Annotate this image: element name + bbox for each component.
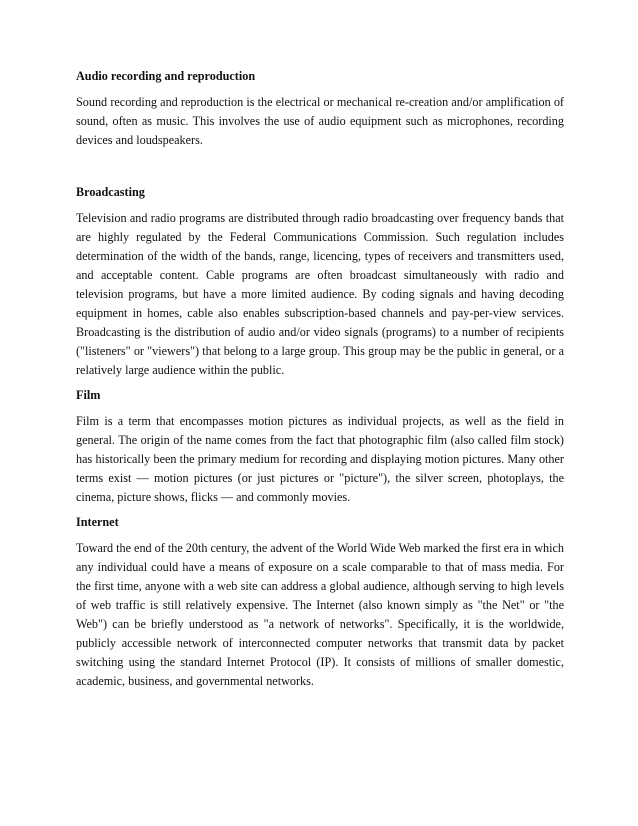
section-audio-recording [76,68,564,150]
section-body: Film is a term that encompasses motion pictures as individual projects, as well as the field in general. The origin of the name comes from the fact that photographic film (also called film stock) has historically been the primary medium for recording and displaying motion pictures. Many other terms exist — motion pictures (or just pictures or "picture"), the silver screen, photoplays, the cinema, picture shows, flicks — and commonly movies. [76,414,564,504]
section-film [76,387,564,507]
section-internet [76,514,564,691]
section-heading: Film [76,388,101,402]
section-body: Toward the end of the 20th century, the advent of the World Wide Web marked the first era in which any individual could have a means of exposure on a scale comparable to that of mass media. For the first time, anyone with a web site can address a global audience, although serving to high levels of web traffic is still relatively expensive. The Internet (also known simply as "the Net" or "the Web") can be briefly understood as "a network of networks". Specifically, it is the worldwide, publicly accessible network of interconnected computer networks that transmit data by packet switching using the standard Internet Protocol (IP). It consists of millions of smaller domestic, academic, business, and governmental networks. [76,541,564,688]
section-body: Sound recording and reproduction is the electrical or mechanical re-creation and/or amplification of sound, often as music. This involves the use of audio equipment such as microphones, recording devices and loudspeakers. [76,95,564,147]
section-heading: Broadcasting [76,185,145,199]
section-heading: Internet [76,515,119,529]
section-heading: Audio recording and reproduction [76,69,256,83]
document-page [76,68,564,691]
section-body: Television and radio programs are distributed through radio broadcasting over frequency bands that are highly regulated by the Federal Communications Commission. Such regulation includes determination of the width of the bands, range, licencing, types of receivers and transmitters used, and acceptable content. Cable programs are often broadcast simultaneously with radio and television programs, but have a more limited audience. By coding signals and having decoding equipment in homes, cable also enables subscription-based channels and pay-per-view services. Broadcasting is the distribution of audio and/or video signals (programs) to a number of recipients ("listeners" or "viewers") that belong to a large group. This group may be the public in general, or a relatively large audience within the public. [76,211,564,377]
section-broadcasting [76,184,564,380]
